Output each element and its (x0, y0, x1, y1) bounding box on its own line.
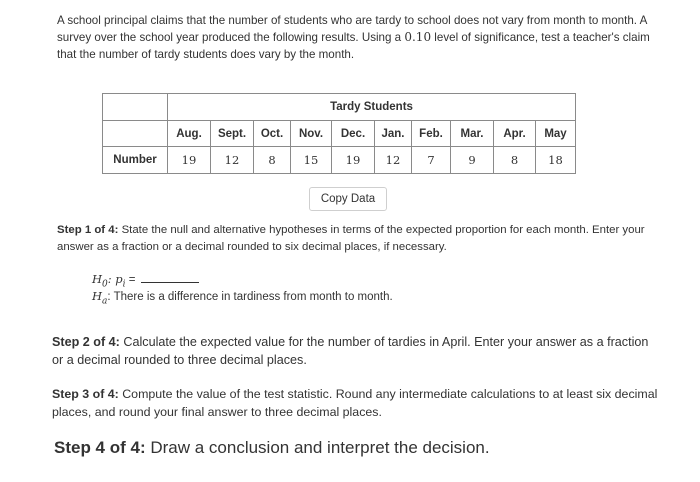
h0-param: : p (107, 272, 123, 286)
alternative-hypothesis (92, 289, 393, 306)
step-1-text: State the null and alternative hypotheses in terms of the expected proportion for each month. Enter your answer as a fraction or a decimal rounded to six decimal places, if necessary. (57, 224, 645, 253)
problem-statement (57, 12, 657, 63)
step-1-label: Step 1 of 4: (57, 224, 119, 236)
count-cell: 8 (494, 147, 536, 174)
count-cell: 8 (254, 147, 291, 174)
step-3-text: Compute the value of the test statistic. Round any intermediate calculations to at least six decimal places, and round your final answer to three decimal places. (52, 387, 658, 419)
month-header: Oct. (254, 121, 291, 147)
month-header: Dec. (332, 121, 375, 147)
count-cell: 12 (375, 147, 412, 174)
month-header: Jan. (375, 121, 412, 147)
step-3 (52, 385, 662, 421)
h0-symbol: H (92, 272, 103, 286)
month-header: Sept. (211, 121, 254, 147)
row-label: Number (103, 147, 168, 174)
h0-equals: = (125, 274, 136, 286)
count-cell: 19 (332, 147, 375, 174)
copy-data-button[interactable]: Copy Data (309, 187, 387, 211)
problem-text-after: level of significance, test a teacher's claim that the number of tardy students does vary by the month. (57, 31, 650, 61)
month-header: Aug. (168, 121, 211, 147)
count-cell: 19 (168, 147, 211, 174)
table-header-row (103, 121, 576, 147)
ha-symbol: H (92, 289, 103, 303)
null-hypothesis (92, 270, 199, 289)
count-cell: 7 (412, 147, 451, 174)
step-2-text: Calculate the expected value for the number of tardies in April. Enter your answer as a fraction or a decimal rounded to three decimal places. (52, 335, 649, 367)
h0-subscript: 0 (102, 279, 108, 290)
table-header-empty (103, 121, 168, 147)
table-title-row (103, 94, 576, 121)
step-2-label: Step 2 of 4: (52, 335, 120, 349)
null-hypothesis-answer-input[interactable] (141, 270, 199, 283)
step-4-text: Draw a conclusion and interpret the decision. (145, 438, 490, 457)
ha-text: : There is a difference in tardiness from month to month. (107, 291, 393, 303)
table-corner-cell (103, 94, 168, 121)
count-cell: 18 (536, 147, 576, 174)
month-header: Feb. (412, 121, 451, 147)
h0-param-subscript: i (122, 279, 126, 290)
count-cell: 15 (291, 147, 332, 174)
step-2 (52, 333, 652, 369)
step-4-label: Step 4 of 4: (54, 438, 146, 457)
month-header: Nov. (291, 121, 332, 147)
problem-text-before: A school principal claims that the number of students who are tardy to school does not vary from month to month. A survey over the school year produced the following results. Using a (57, 14, 647, 44)
significance-level: 0.10 (404, 30, 432, 44)
ha-subscript: a (102, 296, 108, 307)
count-cell: 9 (451, 147, 494, 174)
table-title: Tardy Students (168, 94, 576, 121)
step-1 (57, 222, 657, 256)
table-row (103, 147, 576, 174)
step-3-label: Step 3 of 4: (52, 387, 119, 401)
tardy-students-table (102, 93, 576, 174)
step-4 (54, 438, 654, 458)
count-cell: 12 (211, 147, 254, 174)
month-header: Apr. (494, 121, 536, 147)
month-header: Mar. (451, 121, 494, 147)
month-header: May (536, 121, 576, 147)
